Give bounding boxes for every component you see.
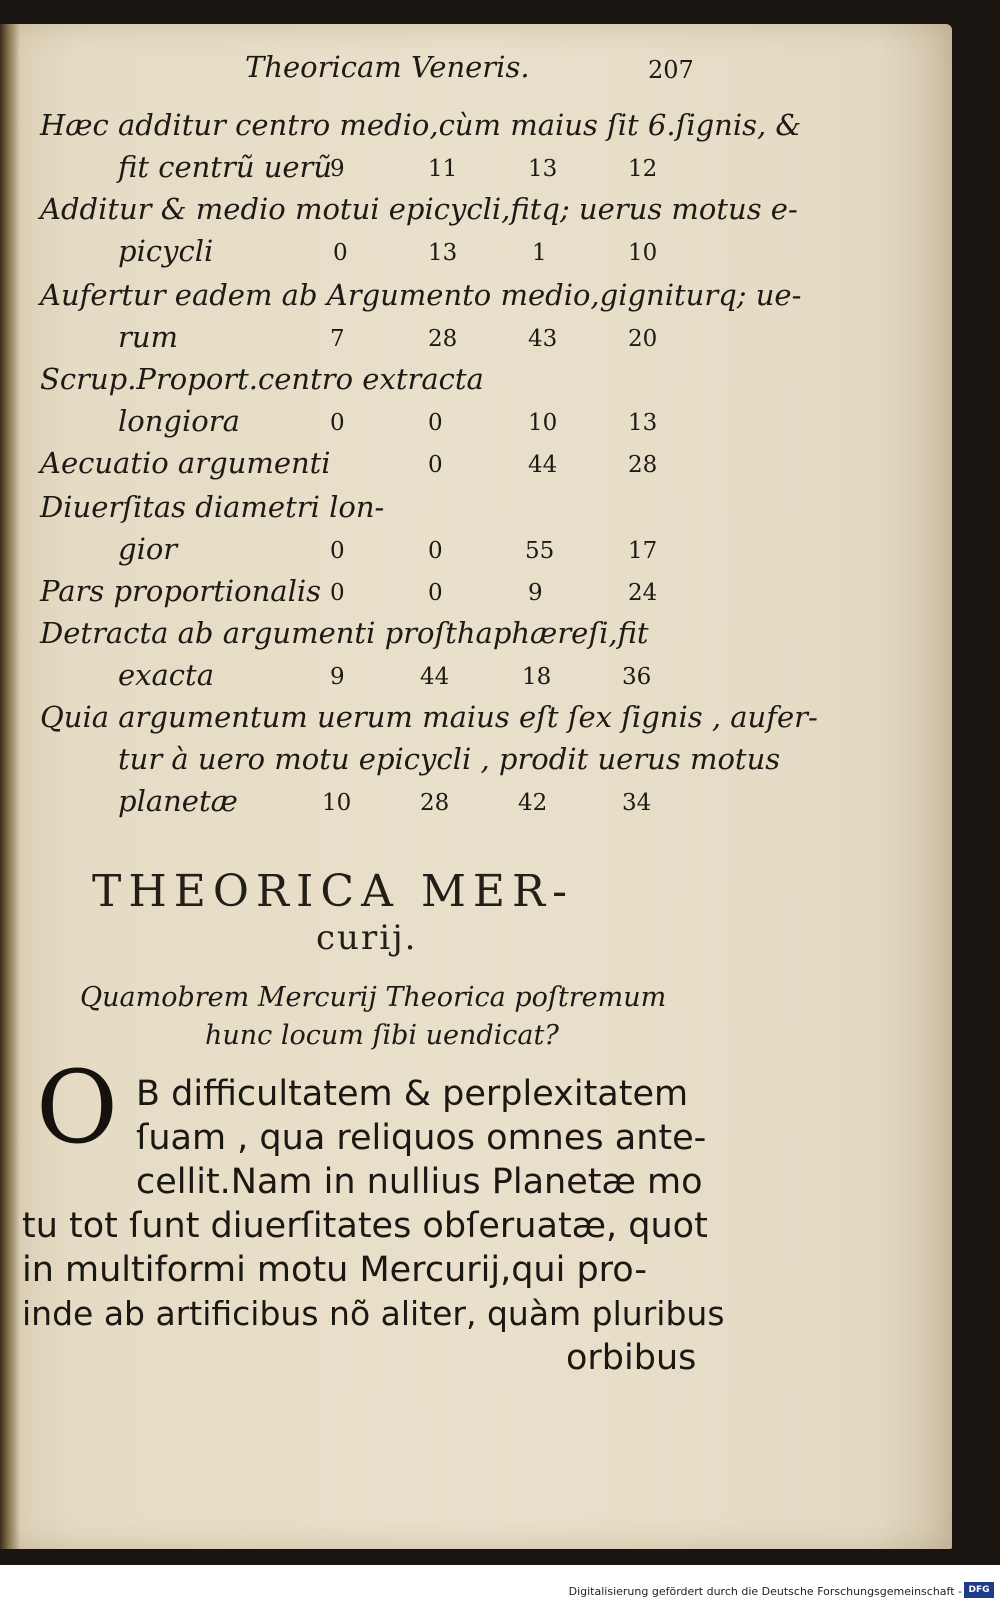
table-cell: 42 — [518, 790, 548, 816]
digitization-credit: Digitalisierung gefördert durch die Deutsche Forschungsgemeinschaft - — [568, 1585, 962, 1598]
table-row-label: fit centrũ uerũ — [118, 150, 333, 184]
table-row-label: Quia argumentum uerum maius eſt ſex ſignis , aufer- — [40, 700, 818, 734]
table-row-label: Aufertur eadem ab Argumento medio,gigniturq; ue- — [40, 278, 802, 312]
table-row-label: exacta — [118, 658, 214, 692]
table-cell: 0 — [428, 538, 443, 564]
table-cell: 9 — [330, 664, 345, 690]
table-cell: 10 — [628, 240, 658, 266]
table-cell: 55 — [525, 538, 555, 564]
table-row-label: Pars proportionalis — [40, 574, 322, 608]
table-cell: 13 — [428, 240, 458, 266]
table-cell: 44 — [528, 452, 558, 478]
section-question: Quamobrem Mercurij Theorica poſtremum — [80, 982, 667, 1013]
table-cell: 36 — [622, 664, 652, 690]
table-row-label: Detracta ab argumenti proſthaphæreſi,fit — [40, 616, 649, 650]
table-cell: 1 — [532, 240, 547, 266]
section-heading: THEORICA MER- — [92, 866, 575, 917]
table-cell: 28 — [420, 790, 450, 816]
table-row-label: tur à uero motu epicycli , prodit uerus motus — [118, 742, 781, 776]
table-cell: 0 — [428, 580, 443, 606]
table-cell: 10 — [528, 410, 558, 436]
body-line: cellit.Nam in nullius Planetæ mo — [136, 1162, 703, 1202]
body-line: B difficultatem & perplexitatem — [136, 1074, 689, 1114]
table-cell: 0 — [428, 410, 443, 436]
table-cell: 20 — [628, 326, 658, 352]
running-header-title: Theoricam Veneris. — [245, 50, 530, 84]
table-row-label: longiora — [118, 404, 240, 438]
table-cell: 9 — [528, 580, 543, 606]
table-cell: 0 — [330, 410, 345, 436]
table-row-label: Additur & medio motui epicycli,fitq; uerus motus e- — [40, 192, 798, 226]
table-cell: 9 — [330, 156, 345, 182]
table-cell: 11 — [428, 156, 458, 182]
dfg-logo: DFG — [964, 1582, 994, 1598]
table-cell: 28 — [428, 326, 458, 352]
table-cell: 43 — [528, 326, 558, 352]
table-cell: 17 — [628, 538, 658, 564]
table-cell: 44 — [420, 664, 450, 690]
table-row-label: picycli — [118, 234, 214, 268]
table-cell: 13 — [528, 156, 558, 182]
catchword: orbibus — [566, 1338, 697, 1378]
table-row-label: rum — [118, 320, 179, 354]
table-cell: 24 — [628, 580, 658, 606]
table-cell: 0 — [330, 538, 345, 564]
section-heading-continuation: curij. — [316, 918, 418, 958]
table-row-label: Hæc additur centro medio,cùm maius ſit 6.ſignis, & — [40, 108, 802, 142]
page-number: 207 — [648, 56, 694, 84]
table-cell: 18 — [522, 664, 552, 690]
table-cell: 13 — [628, 410, 658, 436]
body-line: inde ab artificibus nõ aliter, quàm pluribus — [22, 1294, 725, 1333]
table-cell: 0 — [330, 580, 345, 606]
table-row-label: planetæ — [118, 784, 238, 818]
table-cell: 28 — [628, 452, 658, 478]
table-cell: 12 — [628, 156, 658, 182]
table-cell: 7 — [330, 326, 345, 352]
body-line: tu tot ſunt diuerſitates obſeruatæ, quot — [22, 1206, 708, 1246]
table-cell: 10 — [322, 790, 352, 816]
table-cell: 0 — [428, 452, 443, 478]
table-row-label: Scrup.Proport.centro extracta — [40, 362, 484, 396]
body-line: ſuam , qua reliquos omnes ante- — [136, 1118, 707, 1158]
table-row-label: Diuerſitas diametri lon- — [40, 490, 385, 524]
table-cell: 0 — [333, 240, 348, 266]
body-line: in multiformi motu Mercurij,qui pro- — [22, 1250, 647, 1290]
section-question-continuation: hunc locum ſibi uendicat? — [205, 1020, 559, 1051]
table-row-label: gior — [118, 532, 178, 566]
table-cell: 34 — [622, 790, 652, 816]
page-gutter-shadow — [0, 24, 20, 1549]
drop-cap-letter: O — [36, 1049, 118, 1166]
table-row-label: Aecuatio argumenti — [40, 446, 331, 480]
